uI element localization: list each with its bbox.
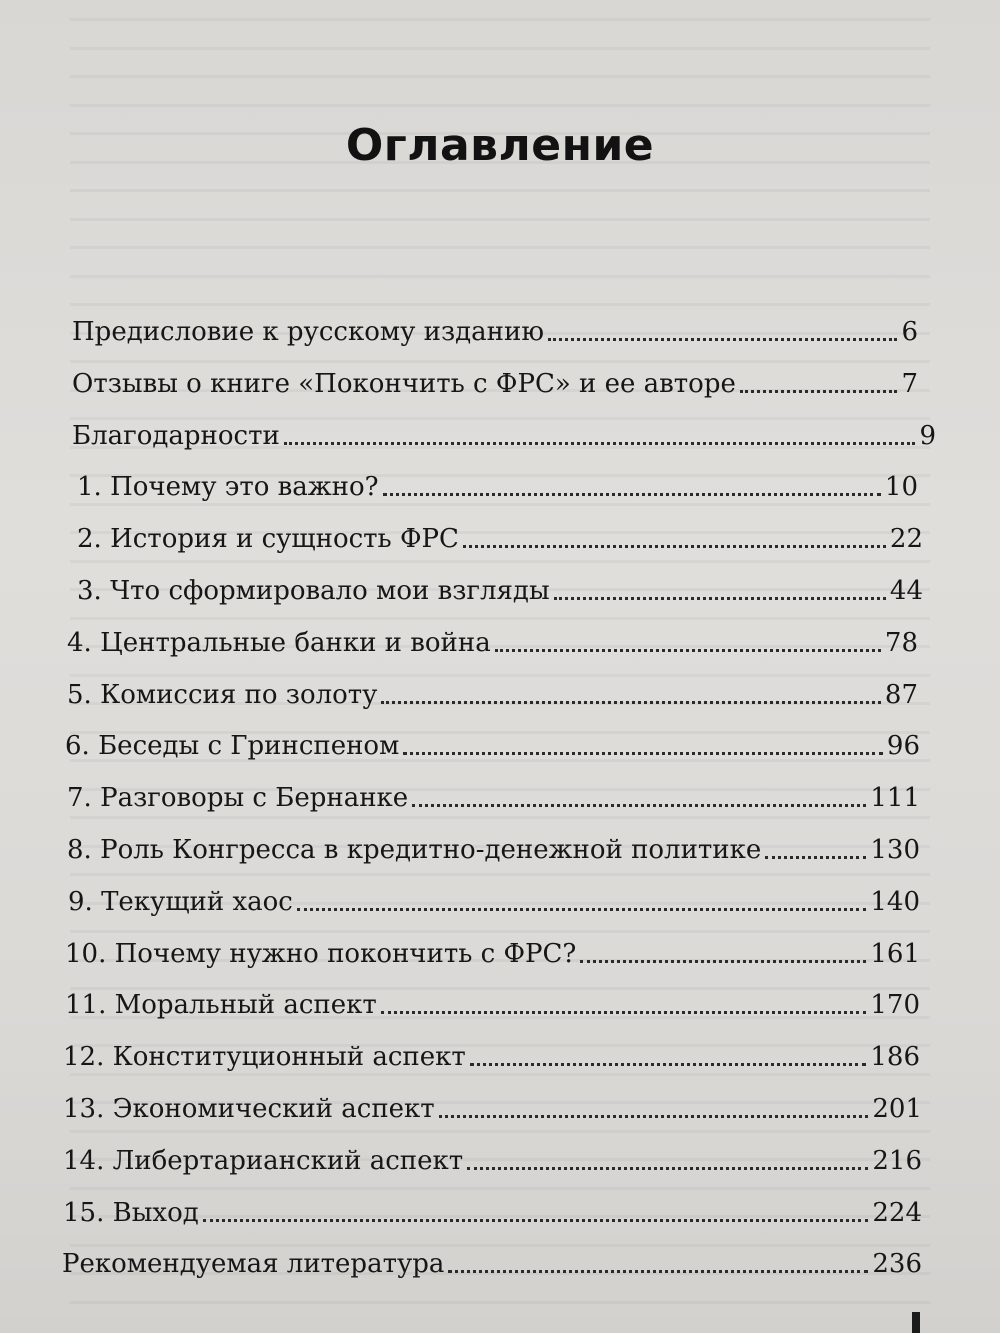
toc-entry-label: Благодарности [72,420,280,451]
toc-entry-page-number: 78 [884,627,918,658]
toc-entry-label: 1. Почему это важно? [77,472,379,503]
toc-entry-label: 15. Выход [63,1197,199,1228]
toc-entry-page-number: 161 [870,938,920,969]
toc-entry-label: 8. Роль Конгресса в кредитно-денежной политике [67,835,762,865]
toc-entry-page-number: 44 [889,576,923,606]
dot-leader [383,493,881,496]
toc-entry-label: 12. Конституционный аспект [63,1042,466,1073]
toc-entry-page-number: 140 [870,886,920,917]
page-edge-mark [912,1312,920,1333]
toc-entry-label: 5. Комиссия по золоту [67,679,378,710]
toc-entry-page-number: 111 [870,783,920,814]
toc-entry [68,878,920,918]
toc-entry-page-number: 170 [870,990,920,1021]
toc-entry-page-number: 9 [919,420,936,451]
toc-entry [72,308,918,348]
toc-entry [67,619,918,659]
toc-entry [63,1137,922,1177]
dot-leader [740,390,898,393]
dot-leader [381,701,880,704]
toc-entry [67,671,918,711]
toc-entry-label: 9. Текущий хаос [68,886,293,917]
dot-leader [439,1115,869,1118]
toc-entry-label: 13. Экономический аспект [63,1094,435,1124]
toc-entry-label: Рекомендуемая литература [62,1249,445,1280]
toc-entry [62,1240,922,1280]
toc-entry-page-number: 7 [901,368,918,399]
toc-entry [65,930,920,970]
toc-entry [67,826,920,866]
toc-entry-label: 7. Разговоры с Бернанке [67,783,409,814]
toc-entry [77,515,923,555]
dot-leader [381,1011,867,1014]
dot-leader [284,442,916,445]
toc-entry-page-number: 236 [872,1249,922,1280]
toc-entry-page-number: 130 [870,835,920,865]
toc-entry-label: Отзывы о книге «Покончить с ФРС» и ее авторе [72,368,736,399]
toc-entry-label: 3. Что сформировало мои взгляды [77,576,550,606]
toc-entry [65,722,920,762]
toc-entry-page-number: 186 [870,1042,920,1073]
dot-leader [403,752,883,755]
toc-entry-label: 2. История и сущность ФРС [77,524,459,555]
toc-entry-page-number: 22 [889,524,923,555]
toc-entry [63,1033,920,1073]
dot-leader [554,597,886,600]
dot-leader [467,1167,868,1170]
toc-entry [77,463,918,503]
dot-leader [448,1270,868,1273]
dot-leader [580,960,866,963]
toc-entry-label: Предисловие к русскому изданию [72,317,544,347]
toc-entry-label: 10. Почему нужно покончить с ФРС? [65,938,577,969]
toc-entry-label: 14. Либертарианский аспект [63,1145,464,1176]
toc-entry-label: 6. Беседы с Гринспеном [65,731,400,762]
toc-entry-page-number: 87 [884,679,918,710]
dot-leader [470,1063,867,1066]
toc-entry-label: 11. Моральный аспект [65,990,377,1021]
toc-entry [72,412,936,452]
dot-leader [412,804,866,807]
toc-entry [65,981,920,1021]
toc-entry-page-number: 224 [872,1197,922,1228]
toc-entry-label: 4. Центральные банки и война [67,627,491,658]
toc-entry-page-number: 6 [901,317,918,347]
toc-entry [67,774,920,814]
dot-leader [495,649,881,652]
toc-entry [77,567,923,607]
toc-entry-page-number: 96 [886,731,920,762]
dot-leader [765,856,866,859]
dot-leader [297,908,867,911]
dot-leader [463,545,886,548]
toc-entry [72,360,918,400]
toc-entry-page-number: 216 [872,1145,922,1176]
toc-entry [63,1189,922,1229]
toc-entry-page-number: 10 [884,472,918,503]
toc-entry [63,1085,922,1125]
dot-leader [203,1219,869,1222]
dot-leader [548,338,897,341]
page-title: Оглавление [345,120,655,171]
toc-entry-page-number: 201 [872,1094,922,1124]
